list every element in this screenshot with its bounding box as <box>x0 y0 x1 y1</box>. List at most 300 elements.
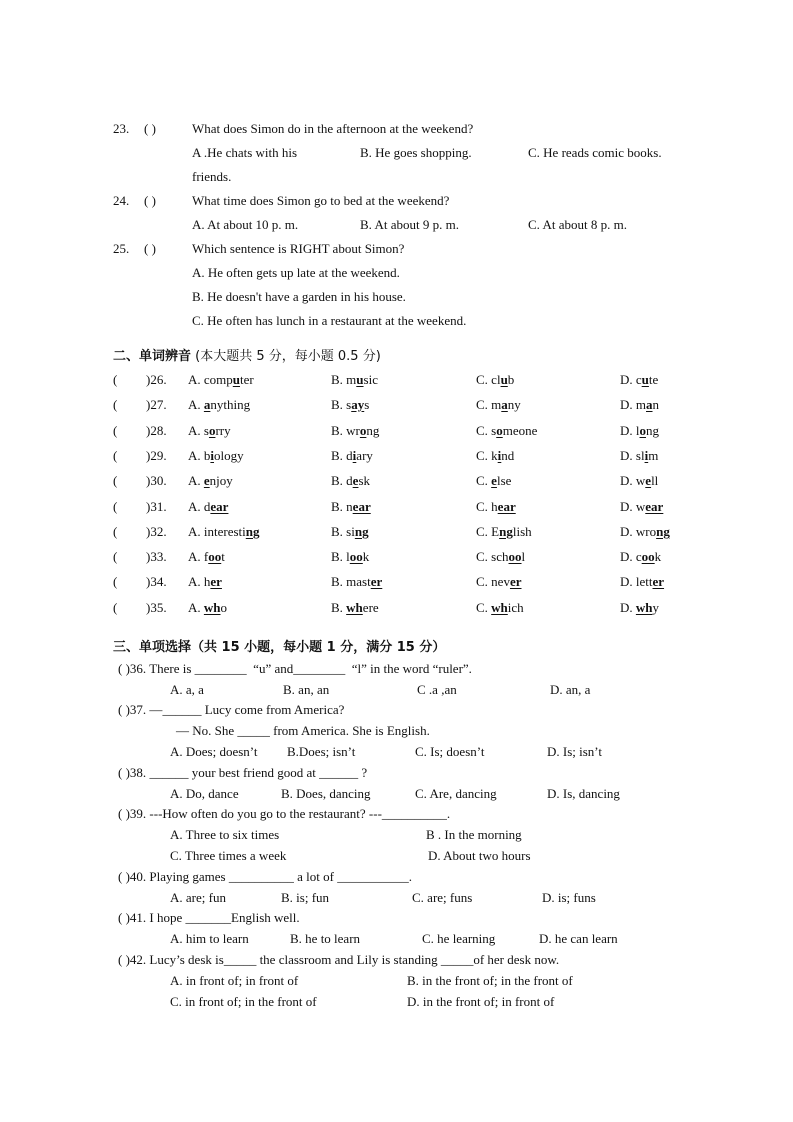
underlined-letters: i <box>497 448 502 463</box>
option-letter: C. <box>476 448 492 463</box>
word-part: k <box>362 549 370 564</box>
section-3-title: 三、单项选择（共 15 小题，每小题 1 分，满分 15 分） <box>113 640 446 655</box>
q42-lead: )42. Lucy’s desk is <box>125 952 224 967</box>
blank: __________ <box>381 806 447 821</box>
option-c <box>476 473 511 489</box>
word-part: s <box>203 423 209 438</box>
underlined-letters: u <box>500 372 508 387</box>
word-part: c <box>635 372 642 387</box>
option-b: B . In the morning <box>426 827 522 842</box>
option-letter: A. <box>188 372 204 387</box>
blank: __________ <box>228 869 294 884</box>
word-part: sl <box>635 448 645 463</box>
word-part: E <box>491 524 500 539</box>
word-part: sic <box>363 372 378 387</box>
option-c <box>476 600 524 616</box>
word-part: m <box>648 448 659 463</box>
underlined-letters: o <box>359 423 367 438</box>
underlined-letters: a <box>203 397 211 412</box>
answer-paren: ( <box>113 473 118 488</box>
option-letter: D. <box>620 549 636 564</box>
option-a <box>188 372 254 388</box>
question-stem: Which sentence is RIGHT about Simon? <box>192 241 405 256</box>
question-stem: What time does Simon go to bed at the weekend? <box>192 193 450 208</box>
option-d: D. About two hours <box>428 848 531 863</box>
underlined-letters: u <box>356 372 364 387</box>
blank: ___________ <box>337 869 409 884</box>
option-a <box>188 499 228 515</box>
underlined-letters: o <box>208 423 216 438</box>
word-part: mast <box>346 574 371 589</box>
option-letter: B. <box>331 397 347 412</box>
underlined-letters: a <box>646 397 653 412</box>
underlined-letters: u <box>232 372 241 387</box>
word-part: h <box>491 499 498 514</box>
option-d <box>620 448 658 464</box>
option-letter: D. <box>620 397 636 412</box>
option-letter: B. <box>331 600 347 615</box>
option-letter: C. <box>476 473 492 488</box>
question-number: )31. <box>146 499 167 514</box>
option-a: A. He often gets up late at the weekend. <box>192 265 400 280</box>
word-part: s <box>491 423 497 438</box>
word-part: ng <box>366 423 380 438</box>
underlined-letters: oo <box>641 549 655 564</box>
option-d: D. an, a <box>550 682 591 697</box>
answer-paren: ( <box>118 910 126 925</box>
answer-paren: ( <box>118 869 126 884</box>
answer-paren: ( <box>113 524 118 539</box>
option-a: A. Do, dance <box>170 786 239 801</box>
q39-lead: )39. ---How often do you go to the restaurant? --- <box>125 806 382 821</box>
option-b: B. He doesn't have a garden in his house. <box>192 289 406 304</box>
underlined-letters: er <box>370 574 383 589</box>
q42-tail: of her desk now. <box>473 952 560 967</box>
word-part: s <box>346 397 352 412</box>
option-b: B. is; fun <box>281 890 330 905</box>
question-37-stem <box>118 702 344 718</box>
option-d: D. Is; isn’t <box>547 744 603 759</box>
option-letter: C. <box>476 372 492 387</box>
option-a <box>188 574 222 590</box>
option-d <box>620 524 670 540</box>
option-b <box>331 372 378 388</box>
option-c <box>476 448 514 464</box>
word-part: l <box>521 549 526 564</box>
q36-lead: )36. There is <box>125 661 192 676</box>
word-part: ng <box>646 423 660 438</box>
option-letter: C. <box>476 499 492 514</box>
option-b: B. At about 9 p. m. <box>360 217 459 232</box>
option-d <box>620 499 663 515</box>
section-2-title: 二、单词辨音 <box>113 349 192 364</box>
question-41-stem <box>118 910 300 926</box>
section-2-note: (本大题共 5 分，每小题 0.5 分) <box>195 349 381 364</box>
underlined-letters: oo <box>208 549 222 564</box>
option-letter: C. <box>476 549 492 564</box>
section-2-heading <box>113 349 381 365</box>
option-letter: D. <box>620 372 636 387</box>
option-c <box>476 397 521 413</box>
underlined-letters: o <box>496 423 503 438</box>
option-a: A. Three to six times <box>170 827 280 842</box>
option-letter: D. <box>620 499 636 514</box>
answer-paren: ( <box>118 765 126 780</box>
answer-paren: ( <box>113 448 118 463</box>
question-number: )28. <box>146 423 167 438</box>
underlined-letters: e <box>203 473 210 488</box>
option-c: C. are; funs <box>412 890 473 905</box>
option-c <box>476 499 516 515</box>
word-part: nev <box>491 574 510 589</box>
option-d <box>620 473 658 489</box>
word-part: k <box>654 549 662 564</box>
word-part: njoy <box>209 473 233 488</box>
option-b <box>331 549 369 565</box>
answer-paren: ( <box>118 661 126 676</box>
answer-paren: ( <box>113 549 118 564</box>
option-a: A .He chats with his <box>192 145 298 160</box>
underlined-letters: a <box>501 397 508 412</box>
option-letter: D. <box>620 574 636 589</box>
word-part: b <box>507 372 515 387</box>
option-d <box>620 397 659 413</box>
question-38-stem <box>118 765 367 781</box>
underlined-letters: e <box>352 473 359 488</box>
option-letter: A. <box>188 499 204 514</box>
option-d <box>620 549 661 565</box>
option-a <box>188 397 250 413</box>
underlined-letters: e <box>645 473 652 488</box>
word-part: n <box>652 397 660 412</box>
word-part: d <box>346 473 353 488</box>
word-part: lish <box>512 524 532 539</box>
option-letter: B. <box>331 473 347 488</box>
option-c: C. Are, dancing <box>415 786 497 801</box>
option-c: C. in front of; in the front of <box>170 994 317 1009</box>
underlined-letters: ng <box>656 524 670 539</box>
word-part: h <box>203 574 211 589</box>
blank: ______ <box>162 702 202 717</box>
q40-tail: . <box>408 869 412 884</box>
word-part: nd <box>501 448 515 463</box>
option-letter: C. <box>476 524 492 539</box>
option-d <box>620 372 658 388</box>
q41-tail: English well. <box>231 910 300 925</box>
blank: ______ <box>319 765 359 780</box>
word-part: sk <box>358 473 371 488</box>
option-a <box>188 423 231 439</box>
option-a-continued: friends. <box>192 169 232 184</box>
word-part: ter <box>240 372 254 387</box>
word-part: k <box>491 448 498 463</box>
option-d: D. he can learn <box>539 931 618 946</box>
answer-paren: ( <box>118 952 126 967</box>
option-a <box>188 473 233 489</box>
option-letter: D. <box>620 423 636 438</box>
option-c <box>476 549 525 565</box>
option-letter: D. <box>620 448 636 463</box>
option-a: A. At about 10 p. m. <box>192 217 299 232</box>
q41-lead: )41. I hope <box>125 910 183 925</box>
option-c: C. At about 8 p. m. <box>528 217 627 232</box>
underlined-letters: ear <box>210 499 229 514</box>
word-part: ary <box>356 448 373 463</box>
word-part: d <box>346 448 353 463</box>
option-b: B. he to learn <box>290 931 361 946</box>
question-number: )34. <box>146 574 167 589</box>
word-part: t <box>221 549 225 564</box>
option-a <box>188 448 244 464</box>
option-letter: A. <box>188 448 204 463</box>
q36-tail: “l” in the word “ruler”. <box>351 661 472 676</box>
word-part: te <box>648 372 659 387</box>
option-letter: A. <box>188 423 204 438</box>
option-a <box>188 600 227 616</box>
option-letter: A. <box>188 574 204 589</box>
option-d: D. is; funs <box>542 890 596 905</box>
blank: ______ <box>149 765 189 780</box>
option-c: C. Three times a week <box>170 848 287 863</box>
option-b: B. in the front of; in the front of <box>407 973 573 988</box>
option-letter: A. <box>188 397 204 412</box>
option-c: C. Is; doesn’t <box>415 744 485 759</box>
option-b <box>331 524 369 540</box>
blank: ________ <box>194 661 247 676</box>
option-b <box>331 499 371 515</box>
option-c: C. He often has lunch in a restaurant at the weekend. <box>192 313 467 328</box>
option-b <box>331 397 369 413</box>
underlined-letters: oo <box>349 549 363 564</box>
option-b <box>331 423 379 439</box>
answer-paren: ( <box>113 499 118 514</box>
option-letter: B. <box>331 524 347 539</box>
option-letter: C. <box>476 600 492 615</box>
q36-mid: “u” and <box>253 661 294 676</box>
word-part: comp <box>203 372 233 387</box>
underlined-letters: i <box>352 448 357 463</box>
option-letter: C. <box>476 423 492 438</box>
question-number: 23. <box>113 121 130 136</box>
underlined-letters: ear <box>645 499 664 514</box>
word-part: s <box>364 397 370 412</box>
underlined-letters: ng <box>354 524 369 539</box>
option-c <box>476 423 537 439</box>
underlined-letters: wh <box>203 600 221 615</box>
answer-paren: ( <box>118 806 126 821</box>
option-letter: B. <box>331 549 347 564</box>
option-letter: B. <box>331 372 347 387</box>
underlined-letters: oo <box>508 549 522 564</box>
word-part: y <box>652 600 660 615</box>
word-part: ology <box>214 448 244 463</box>
q38-tail: ? <box>358 765 368 780</box>
option-c: C. he learning <box>422 931 496 946</box>
underlined-letters: ng <box>245 524 260 539</box>
option-a: A. a, a <box>170 682 204 697</box>
word-part: ll <box>651 473 659 488</box>
answer-paren: ( <box>113 600 118 615</box>
word-part: ere <box>362 600 379 615</box>
word-part: rry <box>215 423 231 438</box>
q37-lead: )37. — <box>125 702 163 717</box>
option-b: B. Does, dancing <box>281 786 371 801</box>
option-c: C. He reads comic books. <box>528 145 662 160</box>
word-part: o <box>220 600 228 615</box>
underlined-letters: i <box>210 448 215 463</box>
option-c <box>476 574 522 590</box>
question-42-stem <box>118 952 559 968</box>
q37-line1: Lucy come from America? <box>201 702 345 717</box>
answer-paren: ( <box>113 372 118 387</box>
option-a: A. him to learn <box>170 931 249 946</box>
word-part: meone <box>502 423 538 438</box>
q38-lead: )38. <box>125 765 147 780</box>
option-b <box>331 600 379 616</box>
option-c <box>476 372 514 388</box>
question-40-stem <box>118 869 412 885</box>
question-39-stem <box>118 806 450 822</box>
option-letter: A. <box>188 549 204 564</box>
option-a <box>188 549 225 565</box>
option-c <box>476 524 532 540</box>
option-letter: C. <box>476 397 492 412</box>
word-part: m <box>635 397 647 412</box>
option-c: C .a ,an <box>417 682 457 697</box>
word-part: lse <box>496 473 512 488</box>
underlined-letters: u <box>641 372 649 387</box>
option-d: D. in the front of; in front of <box>407 994 555 1009</box>
underlined-letters: ear <box>352 499 371 514</box>
q37-line2b: from America. She is English. <box>269 723 430 738</box>
option-letter: C. <box>476 574 492 589</box>
word-part: cl <box>491 372 501 387</box>
word-part: w <box>635 473 646 488</box>
word-part: nything <box>210 397 251 412</box>
word-part: n <box>346 499 353 514</box>
answer-paren: ( ) <box>144 241 156 256</box>
option-letter: D. <box>620 524 636 539</box>
q39-tail: . <box>446 806 451 821</box>
option-d <box>620 574 664 590</box>
blank: _____ <box>440 952 474 967</box>
question-number: )33. <box>146 549 167 564</box>
blank: _____ <box>237 723 270 738</box>
answer-paren: ( <box>113 574 118 589</box>
question-number: )32. <box>146 524 167 539</box>
option-a: A. Does; doesn’t <box>170 744 258 759</box>
question-number: )26. <box>146 372 167 387</box>
question-stem: What does Simon do in the afternoon at the weekend? <box>192 121 474 136</box>
word-part: b <box>203 448 211 463</box>
question-number: )29. <box>146 448 167 463</box>
word-part: m <box>346 372 357 387</box>
underlined-letters: ay <box>351 397 365 412</box>
word-part: c <box>635 549 642 564</box>
word-part: m <box>491 397 502 412</box>
underlined-letters: e <box>491 473 497 488</box>
word-part: l <box>346 549 350 564</box>
word-part: wro <box>635 524 657 539</box>
q38-mid: your best friend good at <box>188 765 316 780</box>
underlined-letters: er <box>210 574 222 589</box>
blank: _______ <box>185 910 232 925</box>
underlined-letters: wh <box>635 600 653 615</box>
option-a <box>188 524 260 540</box>
word-part: si <box>346 524 355 539</box>
option-letter: D. <box>620 473 636 488</box>
word-part: lett <box>635 574 653 589</box>
question-number: )27. <box>146 397 167 412</box>
word-part: d <box>203 499 211 514</box>
underlined-letters: er <box>509 574 522 589</box>
question-number: )30. <box>146 473 167 488</box>
option-letter: B. <box>331 423 347 438</box>
word-part: w <box>635 499 646 514</box>
option-letter: B. <box>331 499 347 514</box>
question-number: 24. <box>113 193 130 208</box>
answer-paren: ( <box>118 702 126 717</box>
option-letter: A. <box>188 473 204 488</box>
answer-paren: ( ) <box>144 121 156 136</box>
option-letter: A. <box>188 524 204 539</box>
underlined-letters: i <box>644 448 649 463</box>
option-d <box>620 423 659 439</box>
word-part: f <box>203 549 209 564</box>
option-b <box>331 473 370 489</box>
option-letter: B. <box>331 574 347 589</box>
option-letter: D. <box>620 600 636 615</box>
word-part: l <box>635 423 640 438</box>
word-part: ich <box>507 600 524 615</box>
word-part: interesti <box>203 524 246 539</box>
answer-paren: ( <box>113 397 118 412</box>
option-a: A. in front of; in front of <box>170 973 299 988</box>
blank: _____ <box>223 952 257 967</box>
option-b <box>331 448 373 464</box>
option-d <box>620 600 659 616</box>
underlined-letters: ear <box>497 499 516 514</box>
underlined-letters: wh <box>491 600 508 615</box>
question-37-response <box>176 723 430 739</box>
underlined-letters: o <box>639 423 647 438</box>
word-part: sch <box>491 549 509 564</box>
option-b: B. an, an <box>283 682 330 697</box>
word-part: wr <box>346 423 360 438</box>
word-part: ny <box>507 397 521 412</box>
answer-paren: ( ) <box>144 193 156 208</box>
q40-mid: a lot of <box>293 869 334 884</box>
blank: ________ <box>293 661 346 676</box>
option-b <box>331 574 382 590</box>
answer-paren: ( <box>113 423 118 438</box>
option-letter: A. <box>188 600 204 615</box>
question-number: )35. <box>146 600 167 615</box>
option-d: D. Is, dancing <box>547 786 620 801</box>
option-a: A. are; fun <box>170 890 226 905</box>
option-b: B.Does; isn’t <box>287 744 356 759</box>
underlined-letters: wh <box>346 600 363 615</box>
underlined-letters: er <box>652 574 665 589</box>
q40-lead: )40. Playing games <box>125 869 226 884</box>
q37-line2a: — No. She <box>176 723 235 738</box>
question-number: 25. <box>113 241 130 256</box>
q42-mid: the classroom and Lily is standing <box>256 952 438 967</box>
underlined-letters: ng <box>499 524 513 539</box>
question-36-stem <box>118 661 472 677</box>
option-b: B. He goes shopping. <box>360 145 472 160</box>
option-letter: B. <box>331 448 347 463</box>
